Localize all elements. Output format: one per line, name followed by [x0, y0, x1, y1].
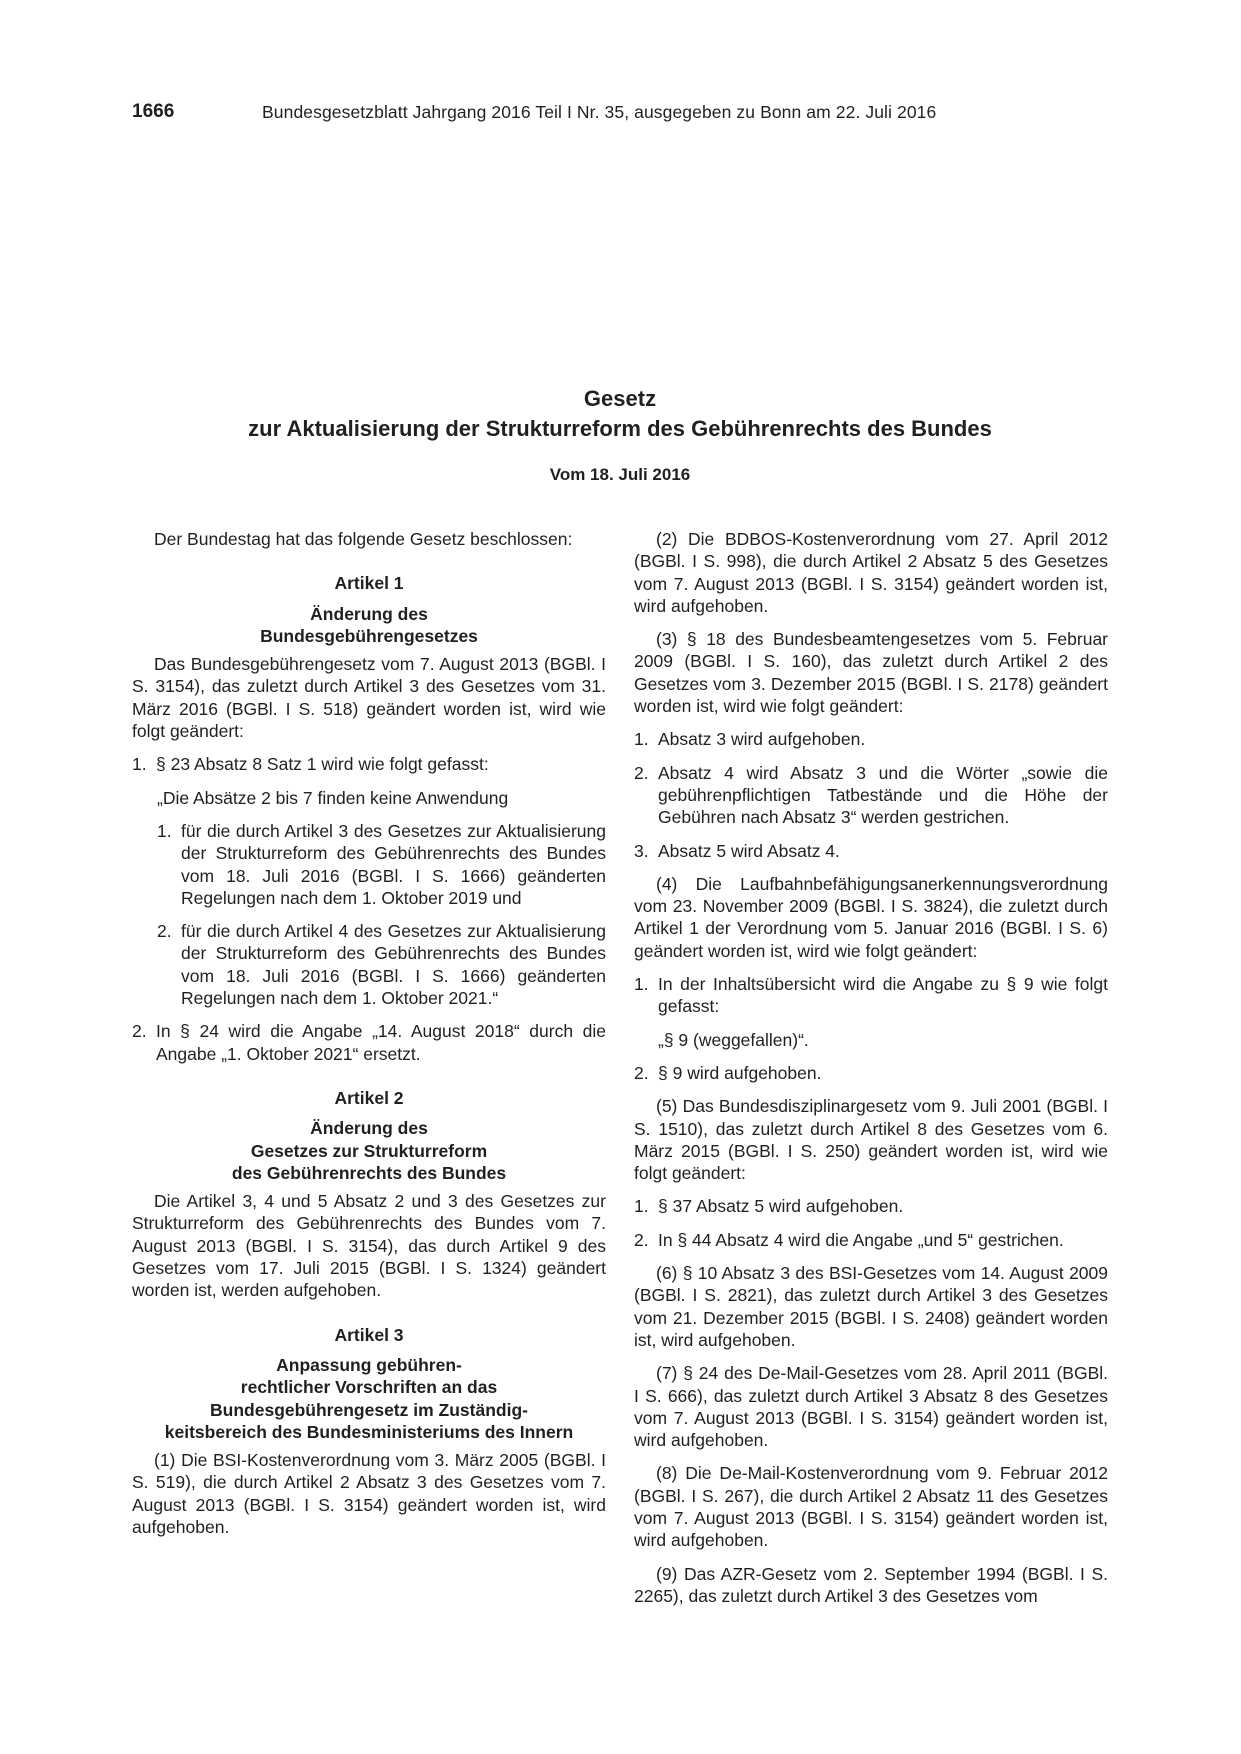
- law-date: Vom 18. Juli 2016: [549, 465, 691, 484]
- article-2-title-line: Änderung des: [310, 1118, 428, 1139]
- list-item: [634, 1062, 1108, 1084]
- article-1-title: [132, 603, 606, 648]
- article-3-paragraph-8: (8) Die De-Mail-Kostenverordnung vom 9. Februar 2012 (BGBl. I S. 267), die durch Artikel 2 Absatz 11 des Gesetzes vom 7. August 2013 (BGBl. I S. 3154) geändert worden ist, wird aufgehoben.: [634, 1463, 1108, 1551]
- list-item: [132, 753, 606, 775]
- list-number: 2.: [132, 1021, 147, 1042]
- list-number: 2.: [157, 921, 172, 942]
- list-number: 1.: [634, 729, 649, 750]
- list-text: In der Inhaltsübersicht wird die Angabe zu § 9 wie folgt gefasst:: [658, 974, 1108, 1017]
- article-2-title-line: des Gebührenrechts des Bundes: [231, 1162, 507, 1183]
- article-3-title: [132, 1354, 606, 1443]
- list-item: [634, 1195, 1108, 1217]
- article-1-body: Das Bundesgebührengesetz vom 7. August 2013 (BGBl. I S. 3154), das zuletzt durch Artikel 3 des Gesetzes vom 31. März 2016 (BGBl. I S. 518) geändert worden ist, wird wie folgt geändert:: [132, 654, 606, 742]
- list-text: In § 24 wird die Angabe „14. August 2018“ durch die Angabe „1. Oktober 2021“ ersetzt.: [156, 1021, 606, 1064]
- article-2-title-line: Gesetzes zur Strukturreform: [250, 1140, 488, 1161]
- article-3-title-line: Anpassung gebühren-: [276, 1354, 462, 1375]
- article-1-title-line: Änderung des: [310, 603, 428, 624]
- quoted-text: „§ 9 (weggefallen)“.: [658, 1029, 809, 1050]
- list-text: Absatz 5 wird Absatz 4.: [658, 840, 840, 861]
- left-column: [132, 528, 606, 1549]
- quoted-text: „Die Absätze 2 bis 7 finden keine Anwendung: [157, 787, 509, 808]
- list-item: [634, 840, 1108, 862]
- sub-list-item: [132, 820, 606, 909]
- law-title-line-1: Gesetz: [583, 386, 657, 411]
- article-3-paragraph-7: (7) § 24 des De-Mail-Gesetzes vom 28. April 2011 (BGBl. I S. 666), das zuletzt durch Artikel 3 Absatz 8 des Gesetzes vom 7. August 2013 (BGBl. I S. 3154) geändert worden ist, wird aufgehoben.: [634, 1363, 1108, 1451]
- intro-paragraph: Der Bundestag hat das folgende Gesetz beschlossen:: [154, 529, 573, 549]
- list-number: 3.: [634, 840, 649, 861]
- list-number: 1.: [634, 1196, 649, 1217]
- list-text: für die durch Artikel 4 des Gesetzes zur Aktualisierung der Strukturreform des Gebührenrechts des Bundes vom 18. Juli 2016 (BGBl. I S. 1666) geänderten Regelungen nach dem 1. Oktober 2021.“: [181, 921, 606, 1009]
- article-2-body: Die Artikel 3, 4 und 5 Absatz 2 und 3 des Gesetzes zur Strukturreform des Gebührenrechts des Bundes vom 7. August 2013 (BGBl. I S. 3154), das durch Artikel 9 des Gesetzes vom 17. Juli 2015 (BGBl. I S. 1324) geändert worden ist, werden aufgehoben.: [132, 1191, 606, 1301]
- right-column: [634, 528, 1108, 1618]
- article-3-heading: Artikel 3: [334, 1324, 404, 1345]
- article-3-title-line: rechtlicher Vorschriften an das: [240, 1377, 498, 1398]
- list-number: 1.: [132, 754, 147, 775]
- list-item: [634, 762, 1108, 829]
- article-1-heading: Artikel 1: [334, 573, 404, 594]
- list-number: 1.: [634, 974, 649, 995]
- article-3-paragraph-1: (1) Die BSI-Kostenverordnung vom 3. März 2005 (BGBl. I S. 519), die durch Artikel 2 Absatz 3 des Gesetzes vom 7. August 2013 (BGBl. I S. 3154) geändert worden ist, wird aufgehoben.: [132, 1450, 606, 1537]
- list-number: 2.: [634, 762, 649, 783]
- article-3-paragraph-2: (2) Die BDBOS-Kostenverordnung vom 27. April 2012 (BGBl. I S. 998), die durch Artikel 2 Absatz 5 des Gesetzes vom 7. August 2013 (BGBl. I S. 3154) geändert worden ist, wird aufgehoben.: [634, 529, 1108, 616]
- list-item: [634, 973, 1108, 1018]
- list-number: 2.: [634, 1229, 649, 1250]
- article-3-paragraph-3: (3) § 18 des Bundesbeamtengesetzes vom 5. Februar 2009 (BGBl. I S. 160), das zuletzt durch Artikel 2 des Gesetzes vom 3. Dezember 2015 (BGBl. I S. 2178) geändert worden ist, wird wie folgt geändert:: [634, 629, 1108, 717]
- law-title: [132, 384, 1108, 444]
- list-text: § 9 wird aufgehoben.: [658, 1062, 822, 1083]
- list-text: Absatz 4 wird Absatz 3 und die Wörter „sowie die gebührenpflichtigen Tatbestände und die Höhe der Gebühren nach Absatz 3“ werden gestrichen.: [658, 762, 1108, 828]
- article-3-paragraph-9: (9) Das AZR-Gesetz vom 2. September 1994 (BGBl. I S. 2265), das zuletzt durch Artikel 3 des Gesetzes vom: [634, 1563, 1108, 1606]
- list-text: § 37 Absatz 5 wird aufgehoben.: [658, 1196, 904, 1217]
- list-item: [634, 1229, 1108, 1251]
- list-text: für die durch Artikel 3 des Gesetzes zur Aktualisierung der Strukturreform des Gebührenrechts des Bundes vom 18. Juli 2016 (BGBl. I S. 1666) geänderten Regelungen nach dem 1. Oktober 2019 und: [181, 820, 606, 908]
- article-3-paragraph-4: (4) Die Laufbahnbefähigungsanerkennungsverordnung vom 23. November 2009 (BGBl. I S. 3824), die zuletzt durch Artikel 1 der Verordnung vom 5. Januar 2016 (BGBl. I S. 6) geändert worden ist, wird wie folgt geändert:: [634, 873, 1108, 961]
- list-text: Absatz 3 wird aufgehoben.: [658, 729, 866, 750]
- page-number: 1666: [132, 101, 175, 122]
- article-1-title-line: Bundesgebührengesetzes: [260, 625, 478, 646]
- running-title: Bundesgesetzblatt Jahrgang 2016 Teil I Nr. 35, ausgegeben zu Bonn am 22. Juli 2016: [262, 102, 937, 122]
- list-item: [132, 1020, 606, 1065]
- list-number: 2.: [634, 1062, 649, 1083]
- list-item: [634, 728, 1108, 750]
- list-text: In § 44 Absatz 4 wird die Angabe „und 5“ gestrichen.: [658, 1229, 1064, 1250]
- article-3-paragraph-6: (6) § 10 Absatz 3 des BSI-Gesetzes vom 14. August 2009 (BGBl. I S. 2821), das zuletzt durch Artikel 3 des Gesetzes vom 21. Dezember 2015 (BGBl. I S. 2408) geändert worden ist, wird aufgehoben.: [634, 1263, 1108, 1350]
- article-3-title-line: Bundesgebührengesetz im Zuständig-: [210, 1399, 528, 1420]
- list-number: 1.: [157, 820, 172, 841]
- list-text: § 23 Absatz 8 Satz 1 wird wie folgt gefasst:: [156, 754, 489, 775]
- sub-list-item: [132, 920, 606, 1009]
- article-3-title-line: keitsbereich des Bundesministeriums des Innern: [164, 1421, 574, 1442]
- law-title-line-2: zur Aktualisierung der Strukturreform des Gebührenrechts des Bundes: [248, 416, 992, 441]
- article-2-title: [132, 1117, 606, 1184]
- article-3-paragraph-5: (5) Das Bundesdisziplinargesetz vom 9. Juli 2001 (BGBl. I S. 1510), das zuletzt durch Artikel 8 des Gesetzes vom 6. März 2015 (BGBl. I S. 250) geändert worden ist, wird wie folgt geändert:: [634, 1096, 1108, 1184]
- article-2-heading: Artikel 2: [334, 1087, 404, 1108]
